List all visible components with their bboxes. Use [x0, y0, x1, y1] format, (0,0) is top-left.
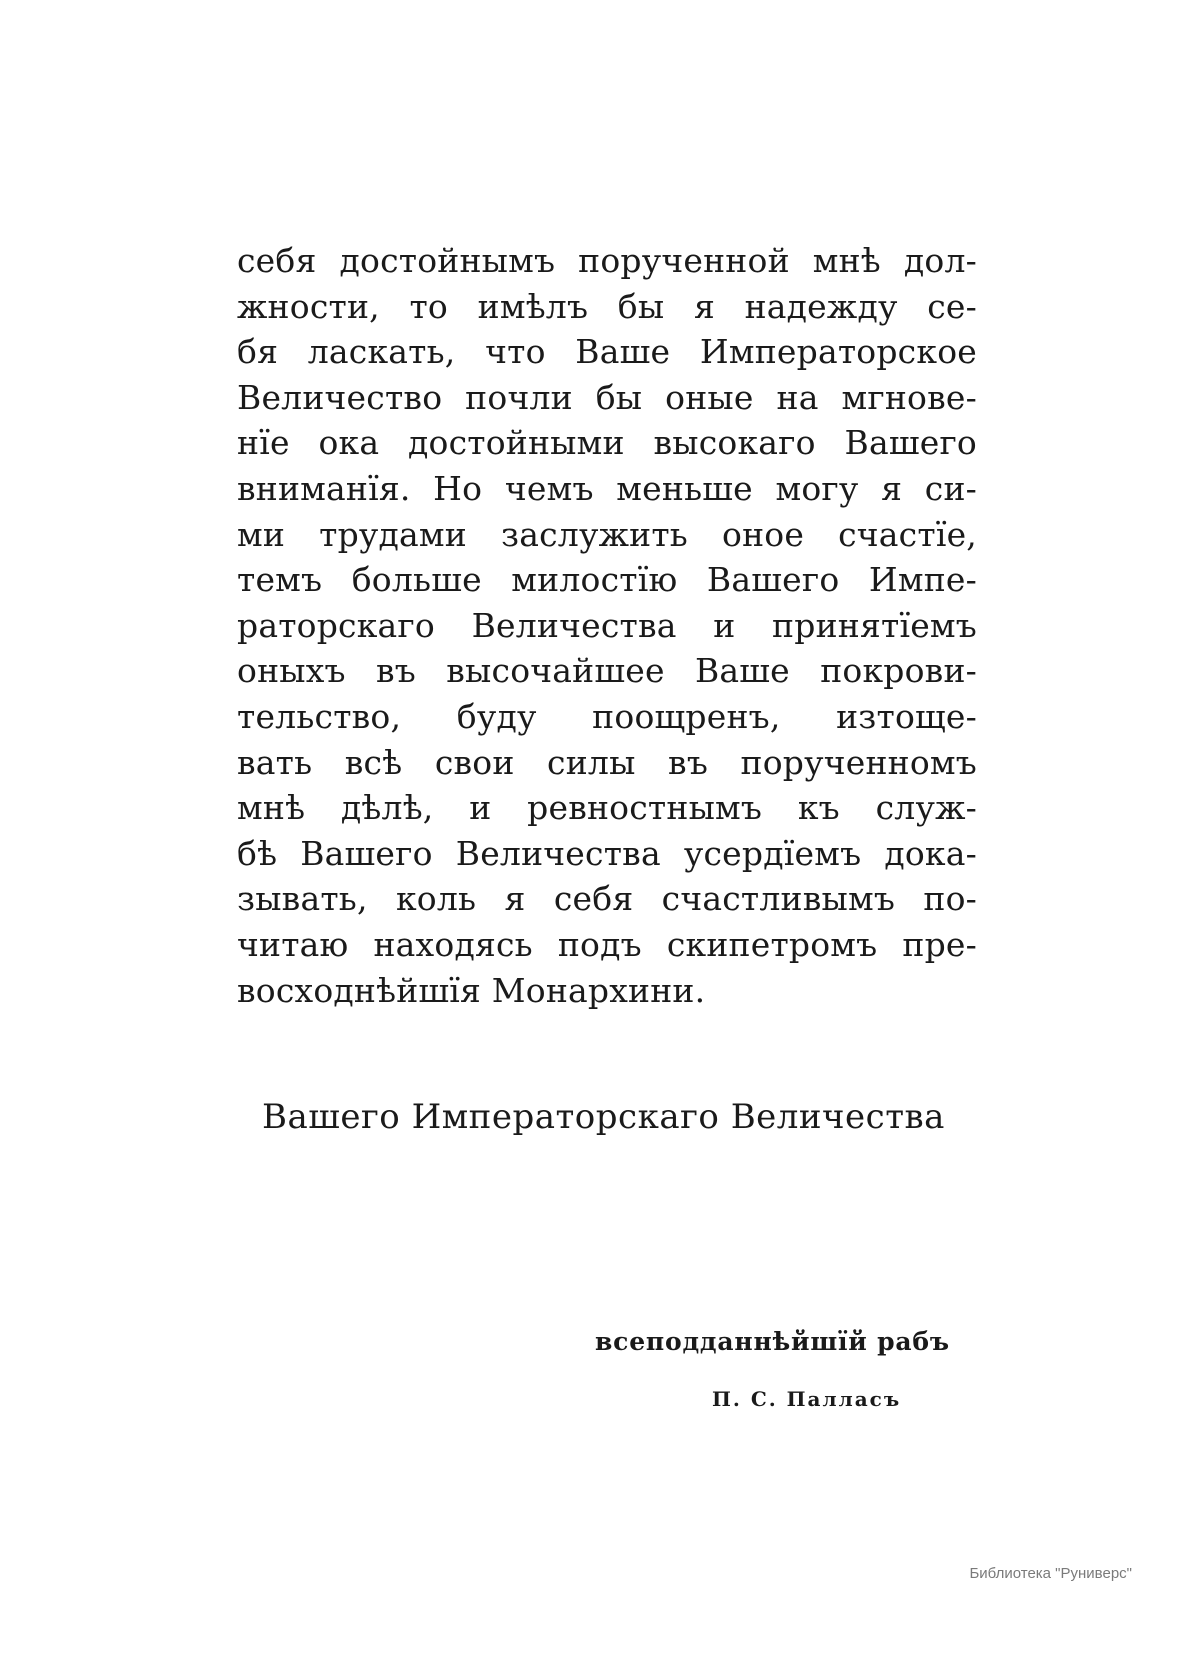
text-line-5: нїе ока достойными высокаго Вашего [237, 423, 977, 463]
text-line-16: читаю находясь подъ скипетромъ пре- [237, 924, 977, 964]
text-line-2: жности, то имѣлъ бы я надежду се- [237, 286, 977, 326]
text-line-11: тельство, буду поощренъ, изтоще- [237, 696, 977, 736]
text-line-7: ми трудами заслужить оное счастїе, [237, 514, 977, 554]
text-line-14: бѣ Вашего Величества усердїемъ дока- [237, 833, 977, 873]
text-line-3: бя ласкать, что Ваше Императорское [237, 332, 977, 372]
text-line-13: мнѣ дѣлѣ, и ревностнымъ къ служ- [237, 788, 977, 828]
text-line-12: вать всѣ свои силы въ порученномъ [237, 742, 977, 782]
text-line-17: восходнѣйшїя Монархини. [237, 970, 706, 1010]
text-line-6: вниманїя. Но чемъ меньше могу я си- [237, 468, 977, 508]
text-line-10: оныхъ въ высочайшее Ваше покрови- [237, 651, 977, 691]
text-line-1: себя достойнымъ порученной мнѣ дол- [237, 241, 977, 280]
dedication-body [237, 238, 977, 1013]
text-line-8: темъ больше милостїю Вашего Импе- [237, 560, 977, 600]
text-line-4: Величество почли бы оные на мгнове- [237, 377, 977, 417]
text-line-15: зывать, коль я себя счастливымъ по- [237, 879, 977, 919]
signer-name: П. С. Палласъ [712, 1387, 902, 1411]
library-watermark: Библиотека "Руниверс" [969, 1565, 1132, 1582]
text-line-9: раторскаго Величества и принятїемъ [237, 605, 977, 645]
signature-line: всеподданнѣйшїй рабъ [595, 1327, 950, 1356]
closing-address: Вашего Императорскаго Величества [262, 1097, 945, 1137]
